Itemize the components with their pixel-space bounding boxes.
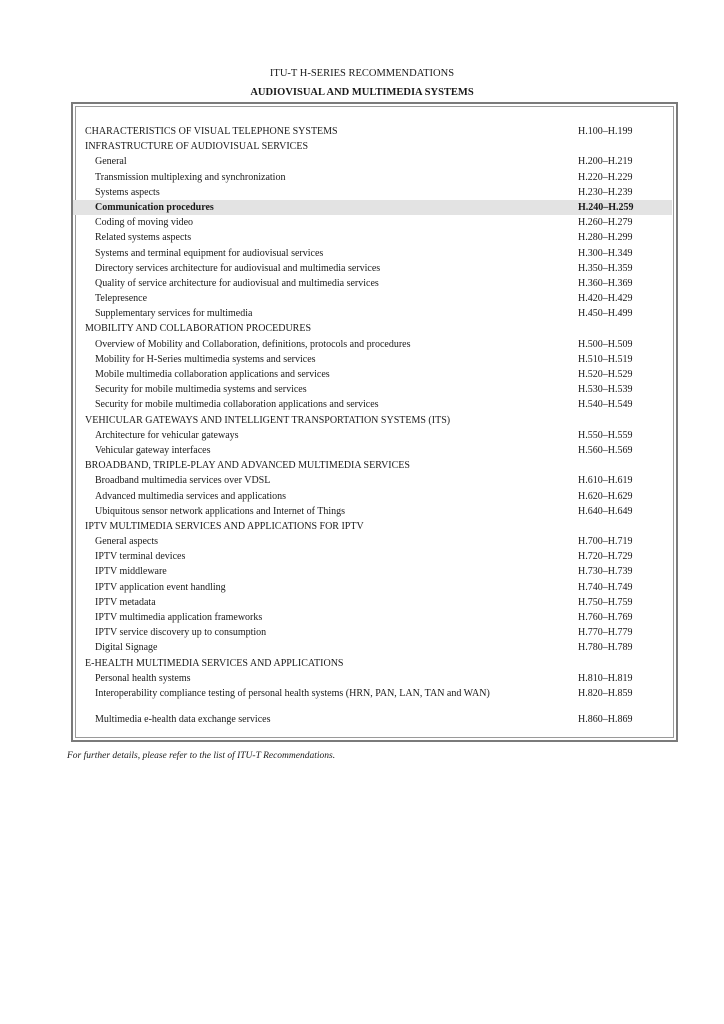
row-label: Transmission multiplexing and synchronization [95,171,286,183]
row-range: H.730–H.739 [578,566,633,578]
row-label: Coding of moving video [95,217,194,229]
table-row [73,367,672,382]
row-label: INFRASTRUCTURE OF AUDIOVISUAL SERVICES [85,141,309,153]
row-label: Ubiquitous sensor network applications and Internet of Things [95,505,346,517]
row-range: H.750–H.759 [578,596,633,608]
row-label: Mobile multimedia collaboration applications and services [95,369,330,380]
row-label: Security for mobile multimedia collaboration applications and services [95,399,379,411]
section-heading-row [73,656,672,671]
table-row [73,291,672,306]
table-row [73,261,672,276]
page-title: AUDIOVISUAL AND MULTIMEDIA SYSTEMS [250,87,474,98]
row-label: IPTV multimedia application frameworks [95,612,263,623]
section-heading-row [73,413,672,428]
row-label: Interoperability compliance testing of personal health systems (HRN, PAN, LAN, TAN and WAN) [95,687,490,699]
row-label: Vehicular gateway interfaces [95,444,211,456]
table-row [73,686,672,712]
table-row [73,595,672,610]
row-range: H.200–H.219 [578,156,633,168]
row-label: Multimedia e-health data exchange services [95,713,271,725]
row-label: Broadband multimedia services over VDSL [95,475,271,487]
row-label: Overview of Mobility and Collaboration, definitions, protocols and procedures [95,338,411,350]
table-row [73,640,672,655]
row-label: Related systems aspects [95,232,192,244]
table-row [73,443,672,458]
table-row [73,534,672,549]
row-range: H.520–H.529 [578,369,633,380]
row-range: H.640–H.649 [578,505,633,517]
table-row [73,200,672,215]
section-heading-row [73,139,672,154]
row-label: IPTV MULTIMEDIA SERVICES AND APPLICATIONS FOR IPTV [85,520,364,532]
row-range: H.610–H.619 [578,475,633,487]
row-label: MOBILITY AND COLLABORATION PROCEDURES [85,323,312,335]
table-row [73,397,672,412]
row-range: H.540–H.549 [578,399,633,411]
row-range: H.230–H.239 [578,186,633,198]
row-label: E-HEALTH MULTIMEDIA SERVICES AND APPLICATIONS [85,657,344,669]
section-heading-row [73,321,672,336]
row-range: H.240–H.259 [578,201,634,213]
row-range: H.280–H.299 [578,232,633,244]
row-range: H.720–H.729 [578,551,633,563]
row-label: Personal health systems [95,672,191,684]
table-row [73,489,672,504]
row-label: IPTV metadata [95,596,156,608]
table-row [73,215,672,230]
row-range: H.820–H.859 [578,687,633,699]
row-range: H.620–H.629 [578,490,633,502]
row-label: VEHICULAR GATEWAYS AND INTELLIGENT TRANSPORTATION SYSTEMS (ITS) [85,414,451,426]
table-row [73,428,672,443]
table-row [73,154,672,169]
table-row [73,580,672,595]
row-label: Architecture for vehicular gateways [95,429,239,441]
row-label: General [95,156,127,168]
row-range: H.100–H.199 [578,126,633,137]
row-label: Communication procedures [95,201,214,213]
row-range: H.260–H.279 [578,217,633,229]
row-label: IPTV terminal devices [95,551,186,563]
table-row [73,276,672,291]
table-row [73,504,672,519]
section-heading-row [73,124,672,139]
row-range: H.860–H.869 [578,713,633,725]
row-range: H.700–H.719 [578,536,633,548]
row-range: H.220–H.229 [578,171,633,183]
row-label: Directory services architecture for audiovisual and multimedia services [95,262,381,274]
row-range: H.500–H.509 [578,338,633,350]
table-row [73,610,672,625]
row-label: Systems aspects [95,186,160,198]
table-row [73,549,672,564]
row-range: H.530–H.539 [578,384,633,396]
table-row [73,382,672,397]
row-range: H.810–H.819 [578,672,633,684]
section-heading-row [73,519,672,534]
row-range: H.770–H.779 [578,627,633,639]
table-row [73,246,672,261]
row-range: H.560–H.569 [578,444,633,456]
row-label: Supplementary services for multimedia [95,308,253,320]
section-heading-row [73,458,672,473]
footnote: For further details, please refer to the list of ITU-T Recommendations. [67,751,336,761]
row-range: H.350–H.359 [578,262,633,274]
row-label: Mobility for H-Series multimedia systems and services [95,353,316,365]
row-label: Security for mobile multimedia systems and services [95,384,307,396]
row-range: H.360–H.369 [578,277,633,289]
table-row [73,230,672,245]
row-label: Telepresence [95,293,148,305]
table-row [73,712,672,727]
row-label: CHARACTERISTICS OF VISUAL TELEPHONE SYSTEMS [85,126,338,137]
row-range: H.760–H.769 [578,612,633,623]
row-range: H.550–H.559 [578,429,633,441]
row-label: BROADBAND, TRIPLE-PLAY AND ADVANCED MULTIMEDIA SERVICES [85,460,410,472]
table-row [73,671,672,686]
row-range: H.420–H.429 [578,293,633,305]
table-row [73,185,672,200]
row-label: General aspects [95,536,159,548]
table-row [73,337,672,352]
table-row [73,306,672,321]
table-row [73,352,672,367]
row-label: IPTV application event handling [95,581,226,593]
series-title: ITU-T H-SERIES RECOMMENDATIONS [269,68,455,79]
table-row [73,564,672,579]
table-rows [73,124,672,727]
row-range: H.300–H.349 [578,247,633,259]
recommendations-table [71,102,678,742]
row-range: H.510–H.519 [578,353,633,365]
table-row [73,170,672,185]
table-row [73,625,672,640]
row-label: IPTV service discovery up to consumption [95,627,267,639]
table-row [73,473,672,488]
row-label: Systems and terminal equipment for audiovisual services [95,247,324,259]
row-range: H.780–H.789 [578,642,633,654]
row-range: H.450–H.499 [578,308,633,320]
row-label: Advanced multimedia services and applications [95,490,287,502]
row-range: H.740–H.749 [578,581,633,593]
row-label: Digital Signage [95,642,158,654]
row-label: IPTV middleware [95,566,167,578]
row-label: Quality of service architecture for audiovisual and multimedia services [95,277,379,289]
